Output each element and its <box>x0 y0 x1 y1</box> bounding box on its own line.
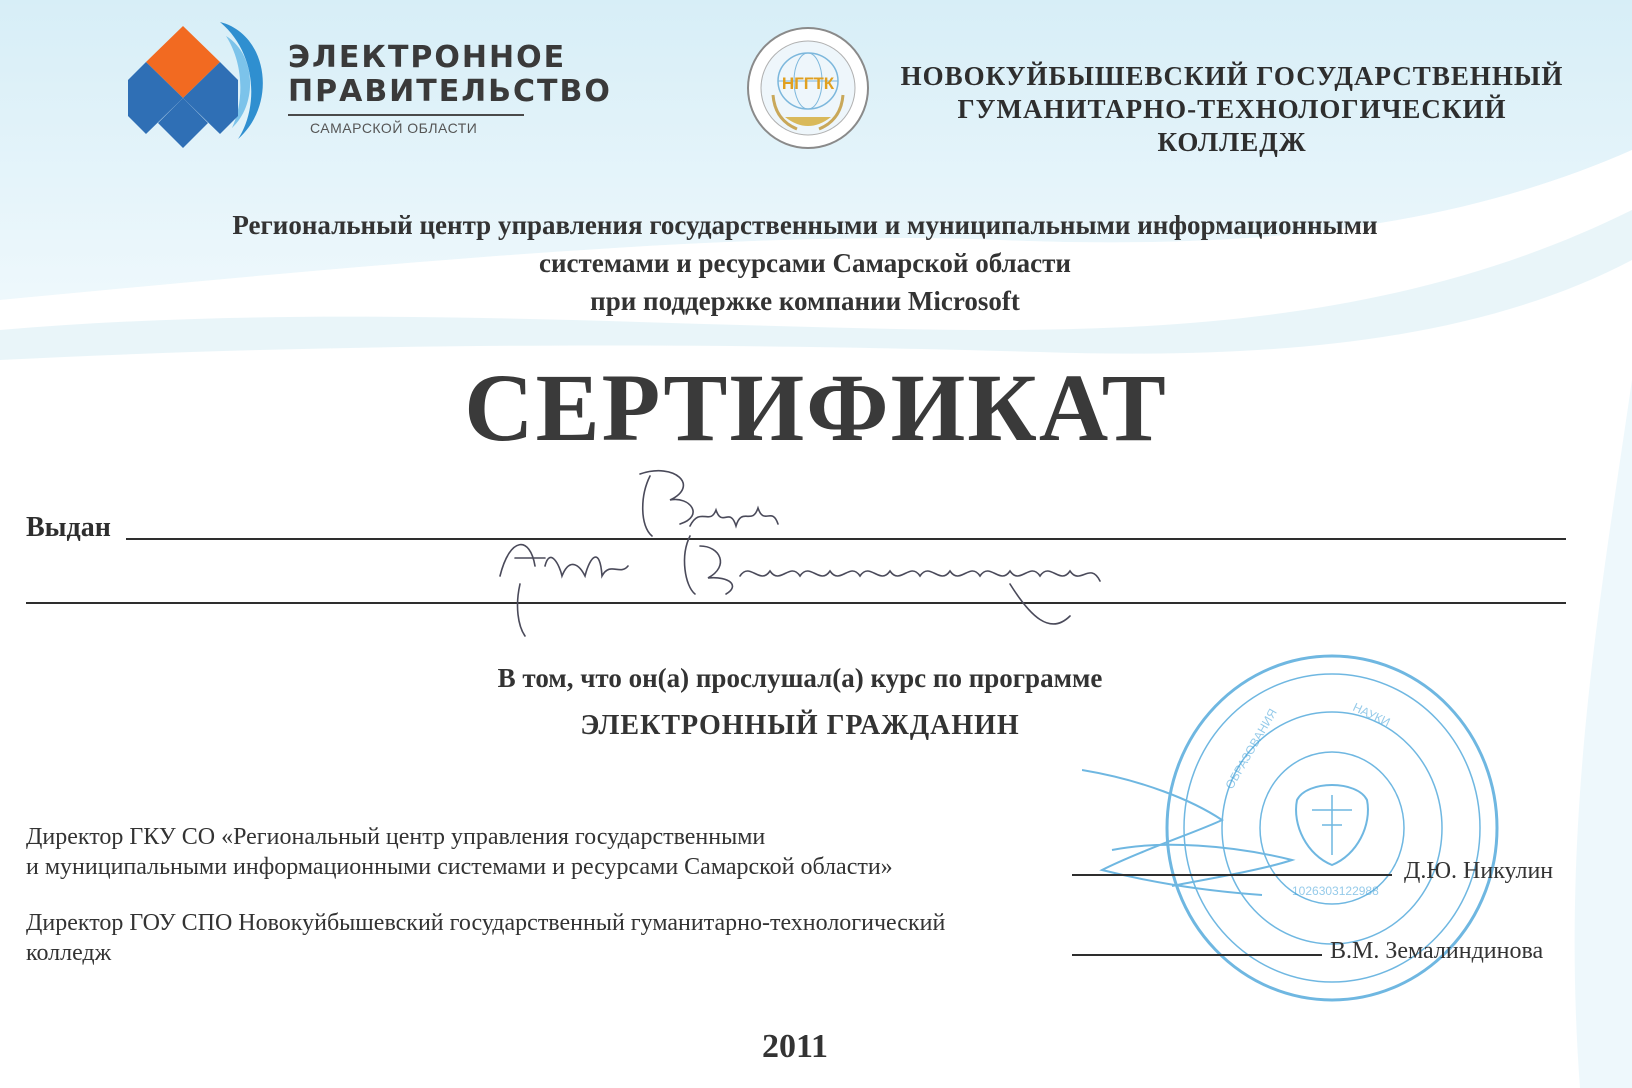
signature-line-1 <box>1072 874 1392 876</box>
college-emblem-icon <box>745 25 871 151</box>
organizer-line3: при поддержке компании Microsoft <box>590 286 1020 316</box>
college-emblem-abbr: НГГТК <box>781 74 835 93</box>
issued-label: Выдан <box>26 512 111 543</box>
director-1-position <box>26 822 1036 882</box>
egov-logo <box>128 14 612 154</box>
course-intro: В том, что он(а) прослушал(а) курс по программе <box>497 663 1103 693</box>
organizer-line2: системами и ресурсами Самарской области <box>539 248 1071 278</box>
certificate-year: 2011 <box>761 1028 829 1065</box>
certificate-title: СЕРТИФИКАТ <box>464 354 1168 461</box>
college-name-line1: НОВОКУЙБЫШЕВСКИЙ ГОСУДАРСТВЕННЫЙ <box>900 61 1564 91</box>
svg-text:1026303122988: 1026303122988 <box>1292 884 1379 898</box>
recipient-handwritten-name <box>490 466 1170 646</box>
egov-divider <box>288 114 524 116</box>
egov-title-line2: ПРАВИТЕЛЬСТВО <box>288 74 612 109</box>
egov-title-line1: ЭЛЕКТРОННОЕ <box>288 40 567 75</box>
egov-emblem-icon <box>128 14 278 154</box>
signature-line-2 <box>1072 954 1322 956</box>
director-2-line2: колледж <box>26 940 112 966</box>
egov-subtitle: САМАРСКОЙ ОБЛАСТИ <box>310 120 478 136</box>
director-1-name: Д.Ю. Никулин <box>1404 858 1554 884</box>
course-name: ЭЛЕКТРОННЫЙ ГРАЖДАНИН <box>580 710 1020 741</box>
college-name-line2: ГУМАНИТАРНО-ТЕХНОЛОГИЧЕСКИЙ КОЛЛЕДЖ <box>957 94 1507 157</box>
director-1-line1: Директор ГКУ СО «Региональный центр управления государственными <box>26 824 766 850</box>
director-2-name: В.М. Земалиндинова <box>1330 938 1544 964</box>
svg-text:НАУКИ: НАУКИ <box>1350 700 1393 730</box>
organizer-block <box>80 206 1530 320</box>
director-2-position <box>26 908 1036 968</box>
director-1-line2: и муниципальными информационными системами и ресурсами Самарской области» <box>26 854 893 880</box>
organizer-line1: Региональный центр управления государственными и муниципальными информационными <box>232 210 1378 240</box>
svg-text:ОБРАЗОВАНИЯ: ОБРАЗОВАНИЯ <box>1222 706 1280 792</box>
college-name <box>892 60 1572 159</box>
director-2-line1: Директор ГОУ СПО Новокуйбышевский государственный гуманитарно-технологический <box>26 910 946 936</box>
